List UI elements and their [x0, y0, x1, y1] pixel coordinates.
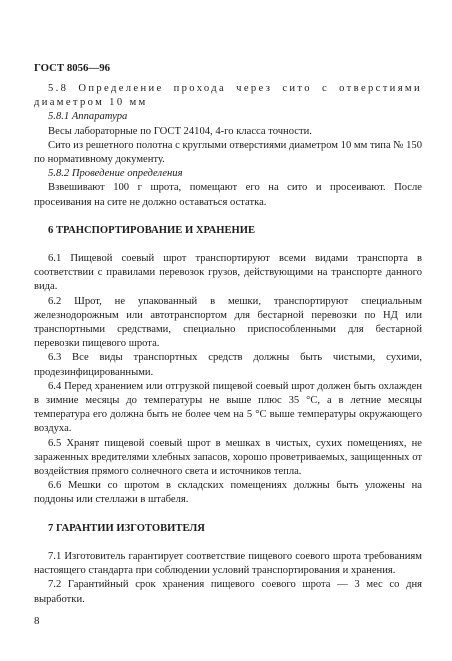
- clause-6-5: 6.5 Хранят пищевой соевый шрот в мешках в чистых, сухих помещениях, не зараженных вредителями хлебных запасов, хорошо проветриваемых, защищенных от воздействия прямого солнечного света и источников тепла.: [34, 437, 422, 478]
- clause-5-8-2-title: 5.8.2 Проведение определения: [48, 168, 183, 180]
- clause-7-1: 7.1 Изготовитель гарантирует соответствие пищевого соевого шрота требованиям настоящего стандарта при соблюдении условий транспортирования и хранения.: [34, 550, 422, 577]
- clause-5-8-2-text: Взвешивают 100 г шрота, помещают его на сито и просеивают. После просеивания на сите не должно оставаться остатка.: [34, 182, 422, 208]
- clause-5-8-1-sieve: Сито из решетного полотна с круглыми отверстиями диаметром 10 мм типа № 150 по нормативному документу.: [34, 139, 422, 166]
- clause-6-1: 6.1 Пищевой соевый шрот транспортируют всеми видами транспорта в соответствии с правилами перевозок грузов, действующими на транспорте данного вида.: [34, 253, 422, 293]
- clause-5-8-1-scales: Весы лабораторные по ГОСТ 24104, 4-го класса точности.: [48, 125, 312, 137]
- clause-5-8-title: 5.8 Определение прохода через сито с отверстиями диаметром 10 мм: [34, 83, 422, 109]
- section-7-heading: 7 ГАРАНТИИ ИЗГОТОВИТЕЛЯ: [48, 522, 205, 534]
- clause-7-2: 7.2 Гарантийный срок хранения пищевого соевого шрота — 3 мес со дня выработки.: [34, 579, 422, 605]
- clause-6-2: 6.2 Шрот, не упакованный в мешки, транспортируют специальным железнодорожным или автотранспортом для бестарной перевозки по НД или транспортными средствами, специально приспособленными для бестарной перевозки пищевого шрота.: [34, 295, 422, 350]
- clause-6-3: 6.3 Все виды транспортных средств должны быть чистыми, сухими, продезинфицированными.: [34, 352, 422, 378]
- clause-6-6: 6.6 Мешки со шротом в складских помещениях должны быть уложены на поддоны или стеллажи в штабеля.: [34, 480, 422, 506]
- section-6-heading: 6 ТРАНСПОРТИРОВАНИЕ И ХРАНЕНИЕ: [48, 224, 256, 236]
- page-number: 8: [34, 615, 40, 627]
- clause-6-4: 6.4 Перед хранением или отгрузкой пищевой соевый шрот должен быть охлажден в зимние месяцы до температуры не выше плюс 35 °С, а в летние месяцы температура его должна быть не более чем на 5 °С выше температуры окружающего воздуха.: [34, 380, 422, 435]
- document-body: [34, 82, 422, 607]
- clause-5-8-1-title: 5.8.1 Аппаратура: [48, 111, 128, 123]
- document-header: ГОСТ 8056—96: [34, 62, 111, 74]
